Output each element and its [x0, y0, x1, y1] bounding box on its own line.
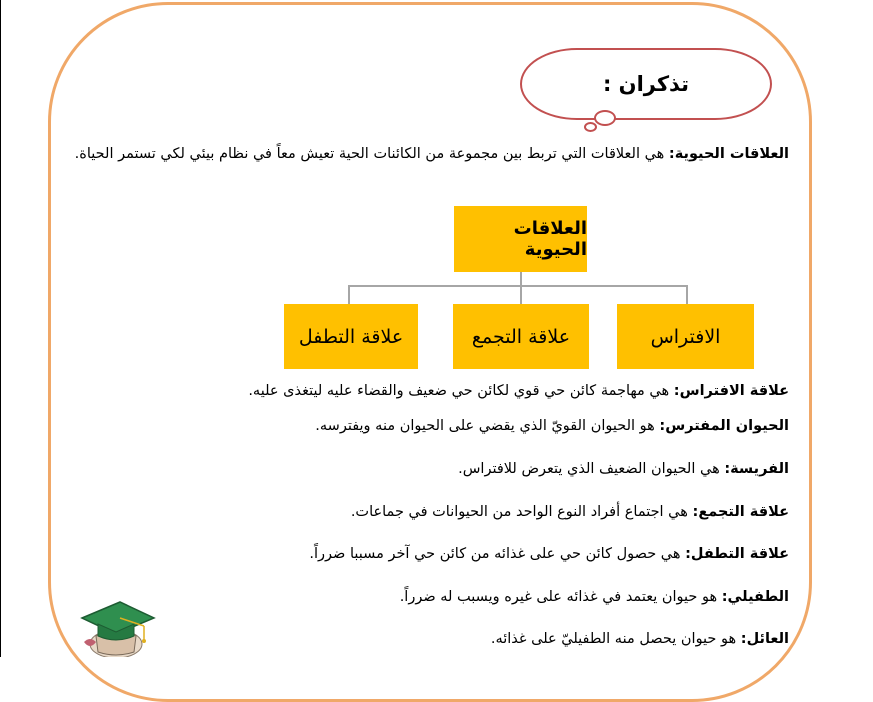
definition-line: [89, 546, 789, 562]
graduation-cap-icon: [76, 592, 156, 657]
connector-horizontal: [348, 285, 688, 287]
definition-line: [89, 461, 789, 477]
definition-text: هي الحيوان الضعيف الذي يتعرض للافتراس.: [458, 461, 720, 477]
connector-middle: [520, 285, 522, 304]
connector-left: [348, 285, 350, 304]
definition-term: علاقة التجمع:: [692, 504, 789, 520]
definition-text: هي مهاجمة كائن حي قوي لكائن حي ضعيف والقضاء عليه ليتغذى عليه.: [248, 383, 670, 399]
definition-text: هو حيوان يعتمد في غذائه على غيره ويسبب له ضرراً.: [399, 589, 718, 605]
definition-term: الطفيلي:: [721, 589, 789, 605]
bubble-tail-large: [594, 110, 616, 126]
definition-text: هي اجتماع أفراد النوع الواحد من الحيوانات في جماعات.: [350, 504, 688, 520]
diagram-root-label: العلاقات الحيوية: [513, 218, 587, 260]
definition-term: الفريسة:: [724, 461, 789, 477]
definition-text: هو الحيوان القويّ الذي يقضي على الحيوان منه ويفترسه.: [315, 418, 655, 434]
definition-term: العائل:: [740, 631, 789, 647]
connector-right: [686, 285, 688, 304]
connector-root-down: [520, 272, 522, 286]
diagram-child-predation: [617, 304, 754, 369]
definition-term: علاقة التطفل:: [685, 546, 789, 562]
definition-line: [89, 631, 789, 647]
definition-term: الحيوان المفترس:: [659, 418, 789, 434]
definition-line: [89, 383, 789, 399]
intro-body: هي العلاقات التي تربط بين مجموعة من الكائنات الحية تعيش معاً في نظام بيئي لكي تستمر الحياة.: [74, 146, 665, 162]
diagram-child-label: الافتراس: [650, 325, 721, 348]
definition-line: [89, 589, 789, 605]
definition-line: [89, 418, 789, 434]
diagram-root-box: [454, 206, 587, 272]
intro-paragraph: [69, 138, 789, 171]
definition-text: هي حصول كائن حي على غذائه من كائن حي آخر مسببا ضرراً.: [309, 546, 681, 562]
diagram-child-label: علاقة التطفل: [298, 325, 404, 348]
heading-text: تذكران :: [602, 72, 690, 96]
intro-term: العلاقات الحيوية:: [668, 146, 789, 162]
definition-line: [89, 504, 789, 520]
page-edge: [0, 0, 1, 657]
definition-term: علاقة الافتراس:: [673, 383, 789, 399]
bubble-tail-small: [584, 122, 597, 132]
diagram-child-parasitism: [284, 304, 418, 369]
diagram-child-aggregation: [453, 304, 589, 369]
diagram-child-label: علاقة التجمع: [471, 325, 571, 348]
heading-bubble: [520, 48, 772, 120]
definition-text: هو حيوان يحصل منه الطفيليّ على غذائه.: [490, 631, 737, 647]
